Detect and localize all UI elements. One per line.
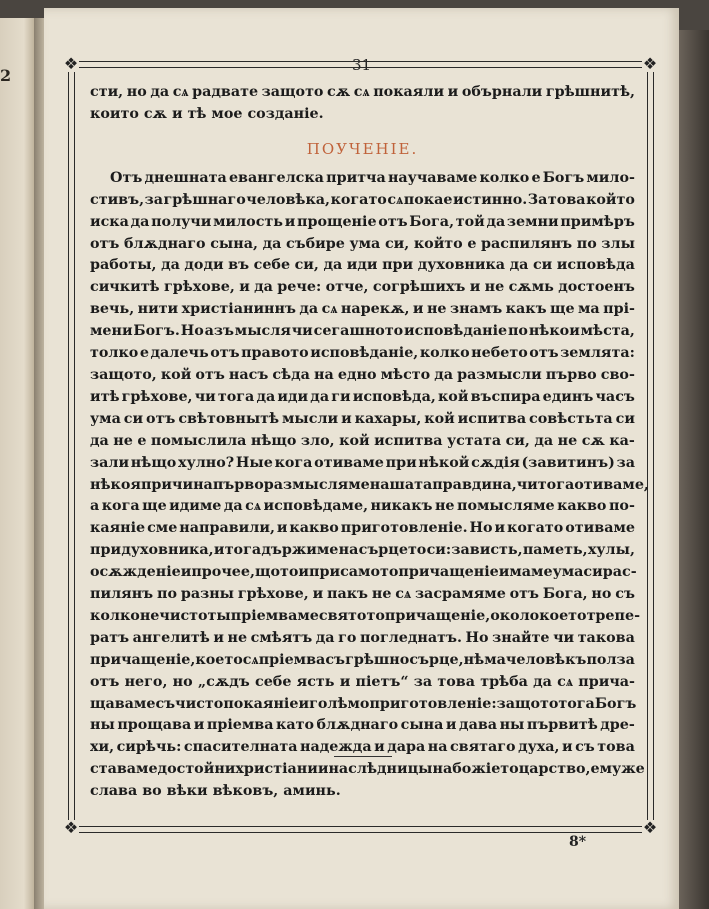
- text-line: сичкитѣ грѣхове, и да рече: отче, согрѣшихъ и не сѫмь достоенъ: [90, 279, 635, 296]
- intro-paragraph: [90, 82, 635, 126]
- text-line: щаваме съ чисто покаяніе и голѣмо приготовленіе: защото тога Богъ: [90, 695, 637, 712]
- text-line: ратъ ангелитѣ и не смѣятъ да го погледнатъ. Но знайте чи такова: [90, 629, 635, 646]
- page-text: [90, 82, 649, 803]
- text-line: пилянъ по разны грѣхове, и пакъ не сѧ засрамяме отъ Бога, но съ: [90, 586, 635, 603]
- text-line: ны прощава и пріемва като блѫднаго сына и дава ны първитѣ дре-: [90, 717, 635, 734]
- text-line: слава во вѣки вѣковъ, аминь.: [90, 783, 341, 800]
- text-line: стивъ, за грѣшнаго человѣка, когато сѧ покае истинно. За това който: [90, 191, 635, 208]
- text-line: хи, сирѣчь: спасителната надежда и дара на святаго духа, и съ това: [90, 739, 635, 756]
- text-line: итѣ грѣхове, чи тога да иди да ги исповѣда, кой въспира единъ часъ: [90, 388, 635, 405]
- text-line: осѫжденіе и прочее, щото и при самото причащеніе имаме ума си рас-: [90, 564, 637, 581]
- book-cover-edge: [679, 30, 709, 909]
- text-line: нѣкоя причина първо размысляме нашата правдина, чи тога отиваме,: [90, 476, 649, 493]
- book-gutter: [34, 18, 44, 909]
- text-line: колко нечистоты пріемваме святото причащеніе, около което трепе-: [90, 607, 641, 624]
- corner-ornament-icon: ❖: [63, 54, 79, 73]
- text-line: ума си отъ свѣтовнытѣ мысли и кахары, кой испитва совѣстьта си: [90, 410, 635, 427]
- text-line: отъ блѫднаго сына, да събире ума си, който е распилянъ по злы: [90, 235, 635, 252]
- left-page-edge: [0, 18, 34, 909]
- text-line: иска да получи милость и прощеніе отъ Бога, той да земни примѣръ: [90, 213, 635, 230]
- signature-mark: 8*: [569, 834, 587, 850]
- text-line: защото, кой отъ насъ сѣда на едно мѣсто да размысли първо сво-: [90, 366, 635, 383]
- corner-ornament-icon: ❖: [642, 54, 658, 73]
- page-number: 31: [351, 56, 372, 74]
- text-line: ставаме достойни христіани и наслѣдницы на божіето царство, емуже: [90, 761, 645, 778]
- corner-ornament-icon: ❖: [642, 818, 658, 837]
- text-line: зали нѣщо хулно? Ные кога отиваме при нѣкой сѫдія (завитинъ) за: [90, 454, 635, 471]
- text-line: вечь, нити христіаниннъ да сѧ нарекѫ, и не знамъ какъ ще ма прі-: [90, 301, 635, 318]
- left-page-fragment: 2: [0, 66, 12, 85]
- corner-ornament-icon: ❖: [63, 818, 79, 837]
- text-line: работы, да доди въ себе си, да иди при духовника да си исповѣда: [90, 257, 635, 274]
- book-page: [44, 8, 679, 909]
- text-line: толко е далечь отъ правото исповѣданіе, колко небето отъ землята:: [90, 345, 635, 362]
- text-line: които сѫ и тѣ мое созданіе.: [90, 105, 324, 122]
- text-line: причащеніе, което сѧ пріемва съ грѣшно сърце, нѣма человѣкъ полза: [90, 651, 635, 668]
- text-line: а кога ще идиме да сѧ исповѣдаме, никакъ не помысляме какво по-: [90, 498, 635, 515]
- text-line: да не е помыслила нѣщо зло, кой испитва устата си, да не сѫ ка-: [90, 432, 635, 449]
- end-rule: [334, 756, 392, 757]
- text-line: Отъ днешната евангелска притча научаваме колко е Богъ мило-: [110, 169, 635, 186]
- body-paragraph: [90, 168, 649, 803]
- text-line: каяніе сме направили, и какво приготовленіе. Но и когато отиваме: [90, 520, 635, 537]
- text-line: отъ него, но „сѫдъ себе ясть и піетъ“ за това трѣба да сѧ прича-: [90, 673, 635, 690]
- text-line: сти, но да сѧ радвате защото сѫ сѧ покаяли и обърнали грѣшнитѣ,: [90, 84, 635, 100]
- section-heading: ПОУЧЕНІЕ.: [306, 139, 419, 158]
- text-line: при духовника, и тога държиме на сърцето си: зависть, паметь, хулы,: [90, 542, 635, 559]
- text-line: мени Богъ. Но азъ мысля чи сегашното исповѣданіе по нѣкои мѣста,: [90, 323, 635, 340]
